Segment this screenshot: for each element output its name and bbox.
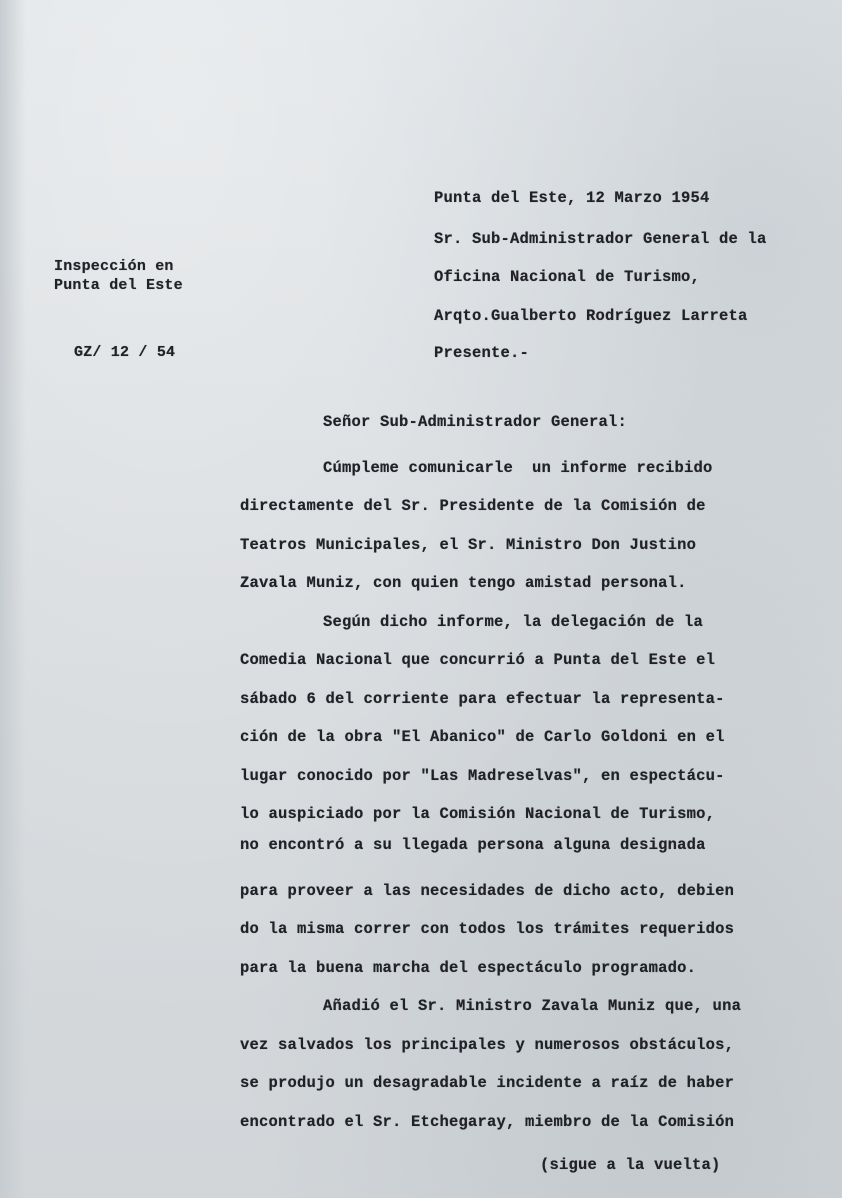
recipient-line-3: Arqto.Gualberto Rodríguez Larreta	[434, 307, 748, 325]
recipient-line-2: Oficina Nacional de Turismo,	[434, 268, 701, 286]
paragraph2-line-2: Comedia Nacional que concurrió a Punta del Este el	[240, 651, 716, 669]
paragraph3-line-4: encontrado el Sr. Etchegaray, miembro de la Comisión	[240, 1113, 735, 1131]
paragraph1-line-2: directamente del Sr. Presidente de la Comisión de	[240, 497, 706, 515]
reference-number: GZ/ 12 / 54	[74, 344, 176, 361]
paragraph2-line-5: lugar conocido por "Las Madreselvas", en espectácu-	[240, 767, 725, 785]
department-line-2: Punta del Este	[54, 277, 183, 294]
paragraph1-line-4: Zavala Muniz, con quien tengo amistad personal.	[240, 574, 687, 592]
paragraph2-line-3: sábado 6 del corriente para efectuar la representa-	[240, 690, 725, 708]
paragraph1-line-1: Cúmpleme comunicarle un informe recibido	[323, 459, 713, 477]
department-line-1: Inspección en	[54, 258, 174, 275]
paragraph3-line-1: Añadió el Sr. Ministro Zavala Muniz que, una	[323, 997, 742, 1015]
paragraph2-line-10: para la buena marcha del espectáculo programado.	[240, 959, 697, 977]
paragraph2-line-7: no encontró a su llegada persona alguna designada	[240, 836, 706, 854]
paper-shadow-edge	[0, 0, 26, 1198]
paragraph3-line-3: se produjo un desagradable incidente a raíz de haber	[240, 1074, 735, 1092]
date-line: Punta del Este, 12 Marzo 1954	[434, 189, 710, 207]
salutation: Señor Sub-Administrador General:	[323, 413, 628, 431]
paragraph2-line-1: Según dicho informe, la delegación de la	[323, 613, 704, 631]
recipient-line-1: Sr. Sub-Administrador General de la	[434, 230, 767, 248]
paragraph2-line-8: para proveer a las necesidades de dicho acto, debien	[240, 882, 735, 900]
paragraph2-line-9: do la misma correr con todos los trámites requeridos	[240, 920, 735, 938]
recipient-line-4: Presente.-	[434, 344, 530, 362]
paragraph1-line-3: Teatros Municipales, el Sr. Ministro Don Justino	[240, 536, 697, 554]
paragraph2-line-6: lo auspiciado por la Comisión Nacional de Turismo,	[240, 805, 716, 823]
paragraph3-line-2: vez salvados los principales y numerosos obstáculos,	[240, 1036, 735, 1054]
paragraph2-line-4: ción de la obra "El Abanico" de Carlo Goldoni en el	[240, 728, 725, 746]
continuation-note: (sigue a la vuelta)	[540, 1156, 721, 1174]
